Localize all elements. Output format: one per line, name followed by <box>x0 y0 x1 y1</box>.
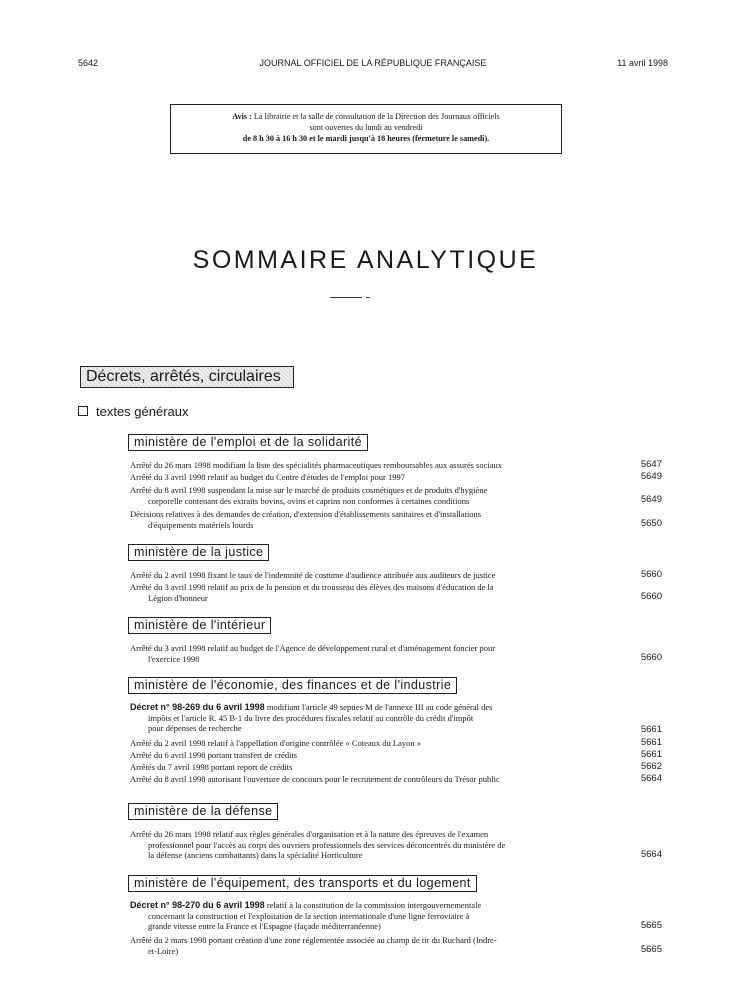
entry-text: Arrêté du 8 avril 1998 suspendant la mise sur le marché de produits cosmétiques et de produits d'hygiène <box>130 485 488 495</box>
entry-text: Arrêté du 2 avril 1998 fixant le taux de l'indemnité de costume d'audience attribuée aux auditeurs de justice <box>130 570 496 580</box>
entry-page: 5665 <box>640 920 662 931</box>
entry-text-continued: corporelle contenant des extraits bovins, ovins et caprins non conformes à certaines conditions <box>148 495 470 506</box>
entry-text: relatif à la constitution de la commission intergouvernementale <box>264 900 482 910</box>
entry-page: 5660 <box>640 569 662 580</box>
table-of-contents-entry[interactable] <box>130 900 662 932</box>
entry-text-continued: d'équipements matériels lourds <box>148 519 254 530</box>
entry-text-continued: impôts et l'article R. 45 B-1 du livre des procédures fiscales relatif au contrôle du crédit d'impôt <box>148 712 474 723</box>
entry-page: 5660 <box>640 591 662 602</box>
checkbox-bullet-icon <box>78 406 88 416</box>
entry-page: 5665 <box>640 944 662 955</box>
notice-line-1: La librairie et la salle de consultation de la Direction des Journaux officiels <box>253 112 500 121</box>
entry-page: 5649 <box>640 494 662 505</box>
ministry-heading: ministère de l'équipement, des transports et du logement <box>128 875 477 892</box>
page-number: 5642 <box>78 58 99 68</box>
table-of-contents-entry[interactable] <box>130 471 662 483</box>
entry-page: 5662 <box>640 761 662 772</box>
entry-text-continued: concernant la construction et l'exploitation de la section internationale d'une ligne ferroviaire à <box>148 910 470 921</box>
subsection-heading <box>78 404 189 419</box>
entry-text: Arrêté du 3 avril 1998 relatif au prix de la pension et du trousseau des élèves des maisons d'éducation de la <box>130 582 494 592</box>
entry-text: Arrêté du 6 avril 1998 portant transfert de crédits <box>130 750 298 760</box>
ministry-heading: ministère de l'intérieur <box>128 617 271 634</box>
entry-text-continued: professionnel pour l'accès au corps des ouvriers professionnels des services déconcentrés du ministère de <box>148 839 506 850</box>
ministry-heading: ministère de la défense <box>128 803 278 820</box>
ministry-heading: ministère de l'emploi et de la solidarité <box>128 434 368 451</box>
table-of-contents-entry[interactable] <box>130 761 662 773</box>
table-of-contents-entry[interactable] <box>130 582 662 603</box>
entry-text-continued: l'exercice 1998 <box>148 653 200 664</box>
table-of-contents-entry[interactable] <box>130 702 662 735</box>
entry-text-continued: grande vitesse entre la France et l'Espagne (façade méditerranéenne) <box>148 921 381 931</box>
entry-text: Décisions relatives à des demandes de création, d'extension d'établissements sanitaires et d'installations <box>130 509 482 519</box>
entry-text: Arrêté du 26 mars 1998 relatif aux règles générales d'organisation et à la nature des épreuves de l'examen <box>130 829 489 839</box>
journal-title: JOURNAL OFFICIEL DE LA RÉPUBLIQUE FRANÇAISE <box>259 58 487 68</box>
title-divider <box>330 297 362 298</box>
subsection-label: textes généraux <box>96 404 189 419</box>
table-of-contents-entry[interactable] <box>130 459 662 471</box>
entry-text-continued: la défense (anciens combattants) dans la spécialité Horticulture <box>148 850 363 860</box>
ministry-heading: ministère de l'économie, des finances et de l'industrie <box>128 677 457 694</box>
table-of-contents-entry[interactable] <box>130 509 662 530</box>
entry-page: 5664 <box>640 849 662 860</box>
notice-line-2: sont ouvertes du lundi au vendredi <box>309 123 423 132</box>
decree-number: Décret n° 98-270 du 6 avril 1998 <box>130 900 265 910</box>
table-of-contents-entry[interactable] <box>130 829 662 861</box>
table-of-contents-entry[interactable] <box>130 749 662 761</box>
table-of-contents-entry[interactable] <box>130 737 662 749</box>
table-of-contents-entry[interactable] <box>130 643 662 664</box>
entry-page: 5664 <box>640 773 662 784</box>
entry-page: 5660 <box>640 652 662 663</box>
decree-number: Décret n° 98-269 du 6 avril 1998 <box>130 702 265 712</box>
entry-text-continued: et-Loire) <box>148 945 179 956</box>
notice-label: Avis : <box>232 112 252 121</box>
entry-text: Arrêté du 2 avril 1998 relatif à l'appellation d'origine contrôlée « Coteaux du Layon » <box>130 738 422 748</box>
entry-page: 5650 <box>640 518 662 529</box>
table-of-contents-entry[interactable] <box>130 569 662 581</box>
running-header <box>78 58 668 72</box>
page-title: SOMMAIRE ANALYTIQUE <box>192 246 539 274</box>
entry-page: 5649 <box>640 471 662 482</box>
issue-date: 11 avril 1998 <box>617 58 668 68</box>
entry-text-continued: Légion d'honneur <box>148 592 208 603</box>
section-heading: Décrets, arrêtés, circulaires <box>80 366 294 388</box>
entry-text: modifiant l'article 49 septies M de l'annexe III au code général des <box>264 702 493 712</box>
entry-text: Arrêté du 2 mars 1998 portant création d'une zone réglementée associée au champ de tir du Ruchard (Indre- <box>130 935 497 945</box>
entry-text: Arrêté du 26 mars 1998 modifiant la liste des spécialités pharmaceutiques remboursables aux assurés sociaux <box>130 460 503 470</box>
entry-text-continued: pour dépenses de recherche <box>148 723 242 733</box>
entry-page: 5661 <box>640 737 662 748</box>
ministry-heading: ministère de la justice <box>128 544 269 561</box>
table-of-contents-entry[interactable] <box>130 935 662 956</box>
entry-text: Arrêtés du 7 avril 1998 portant report de crédits <box>130 762 293 772</box>
entry-text: Arrêté du 3 avril 1998 relatif au budget de l'Agence de développement rural et d'aménagement foncier pour <box>130 643 496 653</box>
entry-text: Arrêté du 3 avril 1998 relatif au budget du Centre d'études de l'emploi pour 1997 <box>130 472 405 482</box>
entry-text: Arrêté du 8 avril 1998 autorisant l'ouverture de concours pour le recrutement de contrôleurs du Trésor public <box>130 774 500 784</box>
entry-page: 5661 <box>640 749 662 760</box>
entry-page: 5647 <box>640 459 662 470</box>
table-of-contents-entry[interactable] <box>130 485 662 506</box>
title-divider-dot <box>366 297 370 298</box>
notice-line-3: de 8 h 30 à 16 h 30 et le mardi jusqu'à 18 heures (fermeture le samedi). <box>242 134 490 143</box>
opening-hours-notice <box>170 104 562 154</box>
table-of-contents-entry[interactable] <box>130 773 662 785</box>
entry-page: 5661 <box>640 724 662 735</box>
